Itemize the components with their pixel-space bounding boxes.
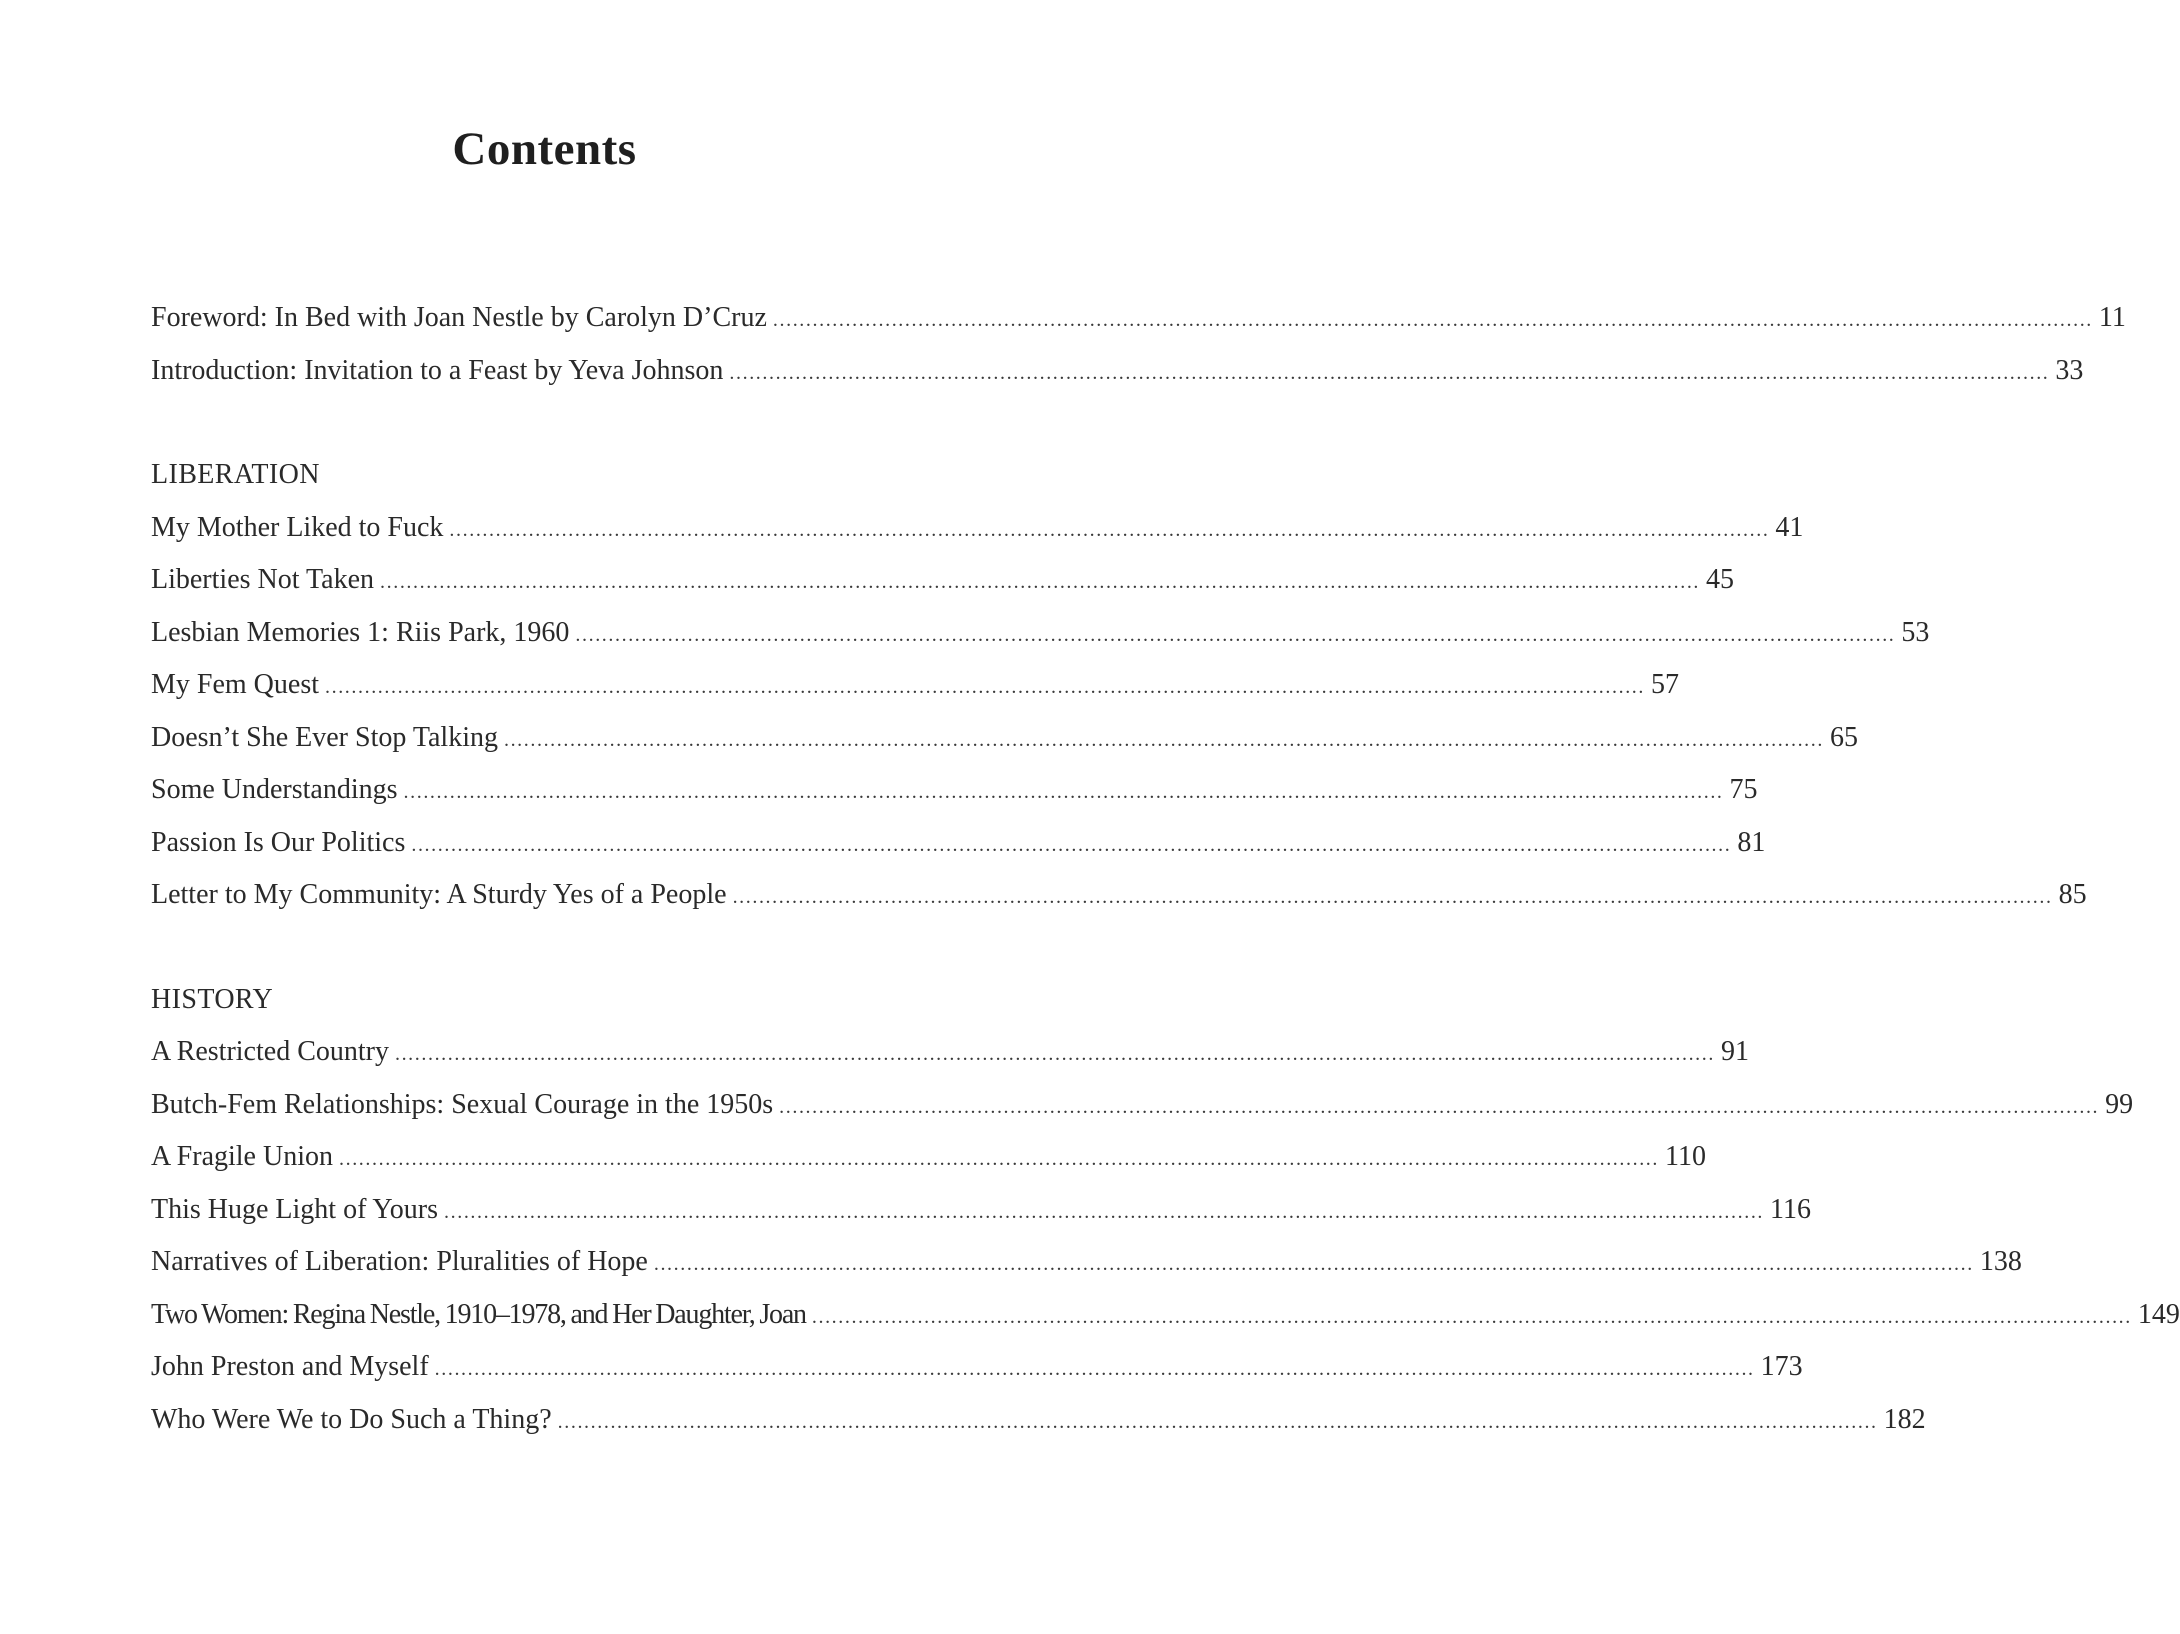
toc-page-number: 45 (1706, 564, 1735, 595)
toc-page-number: 91 (1720, 1036, 1749, 1067)
toc-entry (151, 1184, 1811, 1237)
dot-leader (779, 1081, 2099, 1134)
toc-entry (151, 817, 1766, 870)
toc-page-number: 33 (2055, 354, 2084, 386)
table-of-contents (151, 292, 2180, 1446)
toc-entry-title: Some Understandings (151, 774, 398, 805)
toc-entry (151, 1236, 2022, 1289)
toc-entry (151, 292, 2126, 345)
section-spacer (151, 922, 940, 974)
section-heading-history: HISTORY (151, 983, 274, 1015)
toc-entry (151, 1131, 1706, 1184)
toc-entry (151, 502, 1804, 555)
toc-entry (151, 712, 1858, 765)
dot-leader (773, 294, 2093, 347)
toc-entry-title: Doesn’t She Ever Stop Talking (151, 721, 498, 753)
toc-page-number: 85 (2058, 879, 2087, 910)
dot-leader (733, 871, 2053, 924)
section-heading-liberation: LIBERATION (151, 459, 320, 490)
toc-entry (151, 1026, 1749, 1079)
toc-entry-title: My Mother Liked to Fuck (151, 511, 444, 543)
toc-page-number: 81 (1737, 826, 1766, 858)
toc-page-number: 11 (2098, 302, 2126, 333)
toc-page-number: 57 (1651, 669, 1679, 700)
toc-entry-title: Passion Is Our Politics (151, 826, 406, 858)
dot-leader (558, 1396, 1878, 1449)
toc-entry-title: This Huge Light of Yours (151, 1193, 439, 1225)
toc-entry (151, 1289, 2180, 1342)
toc-page-number: 138 (1979, 1246, 2022, 1277)
dot-leader (325, 661, 1645, 714)
toc-entry (151, 764, 1758, 817)
toc-entry-title: Who Were We to Do Such a Thing? (151, 1403, 552, 1435)
toc-page-number: 53 (1901, 616, 1930, 648)
toc-page-number: 110 (1665, 1141, 1706, 1172)
dot-leader (444, 1186, 1764, 1239)
toc-page-number: 99 (2105, 1088, 2134, 1120)
toc-page-number: 65 (1829, 721, 1858, 753)
toc-entry-title: Lesbian Memories 1: Riis Park, 1960 (151, 616, 570, 648)
toc-entry-title: Two Women: Regina Nestle, 1910–1978, and Her Daughter, Joan (151, 1298, 806, 1330)
toc-entry-title: My Fem Quest (151, 669, 319, 700)
toc-entry-title: A Restricted Country (151, 1036, 389, 1067)
dot-leader (575, 609, 1895, 662)
toc-entry (151, 869, 2087, 922)
toc-entry (151, 607, 1930, 660)
toc-entry (151, 1079, 2134, 1132)
dot-leader (654, 1238, 1974, 1291)
dot-leader (411, 819, 1731, 872)
toc-page-number: 75 (1729, 774, 1758, 805)
toc-page-number: 149 (2137, 1298, 2180, 1330)
dot-leader (504, 714, 1824, 767)
toc-page-number: 41 (1775, 511, 1804, 543)
toc-page-number: 116 (1770, 1193, 1811, 1225)
toc-entry-title: Introduction: Invitation to a Feast by Yeva Johnson (151, 354, 724, 386)
toc-entry-title: John Preston and Myself (151, 1351, 429, 1382)
dot-leader (729, 347, 2049, 400)
toc-entry-title: Narratives of Liberation: Pluralities of Hope (151, 1246, 648, 1277)
dot-leader (395, 1028, 1715, 1081)
dot-leader (812, 1291, 2132, 1344)
toc-page-number: 182 (1883, 1403, 1926, 1435)
dot-leader (339, 1133, 1659, 1186)
page-title: Contents (452, 123, 637, 175)
toc-entry-title: A Fragile Union (151, 1141, 333, 1172)
dot-leader (449, 504, 1769, 557)
dot-leader (435, 1343, 1755, 1396)
toc-entry-title: Butch-Fem Relationships: Sexual Courage in the 1950s (151, 1088, 774, 1120)
toc-entry-title: Foreword: In Bed with Joan Nestle by Carolyn D’Cruz (151, 302, 767, 333)
toc-entry (151, 659, 1679, 712)
section-spacer (151, 397, 940, 449)
toc-entry-title: Liberties Not Taken (151, 564, 375, 595)
toc-page-number: 173 (1760, 1351, 1803, 1382)
dot-leader (404, 766, 1724, 819)
dot-leader (380, 556, 1700, 609)
toc-entry (151, 1341, 1803, 1394)
toc-entry (151, 1394, 1926, 1447)
toc-entry (151, 345, 2084, 398)
toc-entry-title: Letter to My Community: A Sturdy Yes of a People (151, 879, 727, 910)
toc-entry (151, 554, 1735, 607)
